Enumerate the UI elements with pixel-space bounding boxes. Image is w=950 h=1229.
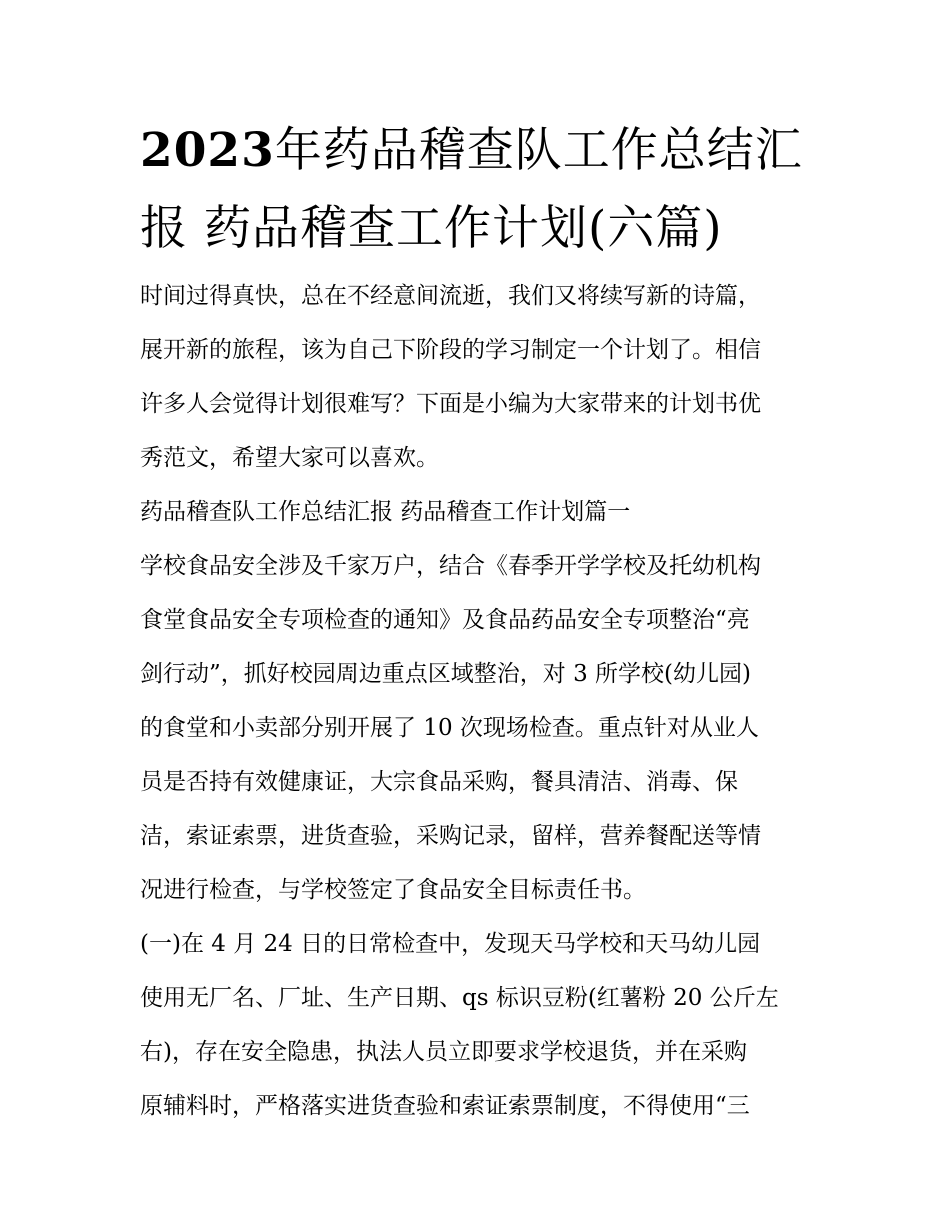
- paragraph-inspection-item-1: [140, 917, 830, 1133]
- text-line: 况进行检查，与学校签定了食品安全目标责任书。: [140, 877, 646, 903]
- document-title: [140, 112, 830, 268]
- paragraph-school-food-safety: [140, 539, 830, 917]
- text-line: 的食堂和小卖部分别开展了 10 次现场检查。重点针对从业人: [140, 715, 759, 741]
- document-body: [140, 269, 830, 1133]
- text-line: 展开新的旅程，该为自己下阶段的学习制定一个计划了。相信: [140, 337, 761, 363]
- title-line2: 报 药品稽查工作计划(六篇): [140, 201, 723, 256]
- text-line: 许多人会觉得计划很难写？下面是小编为大家带来的计划书优: [140, 391, 761, 417]
- text-line: 员是否持有效健康证，大宗食品采购，餐具清洁、消毒、保: [140, 769, 738, 795]
- section-heading: [140, 485, 830, 539]
- text-line: 使用无厂名、厂址、生产日期、qs 标识豆粉(红薯粉 20 公斤左: [140, 985, 779, 1011]
- paragraph-intro: [140, 269, 830, 485]
- text-line: 时间过得真快，总在不经意间流逝，我们又将续写新的诗篇，: [140, 283, 761, 309]
- title-line1-rest: 年药品稽查队工作总结汇: [274, 123, 803, 178]
- text-line: 洁，索证索票，进货查验，采购记录，留样，营养餐配送等情: [140, 823, 761, 849]
- text-line: (一)在 4 月 24 日的日常检查中，发现天马学校和天马幼儿园: [140, 931, 761, 957]
- title-year: 2023: [140, 123, 275, 178]
- section-heading-text: 药品稽查队工作总结汇报 药品稽查工作计划篇一: [140, 499, 631, 525]
- text-line: 秀范文，希望大家可以喜欢。: [140, 445, 439, 471]
- text-line: 食堂食品安全专项检查的通知》及食品药品安全专项整治“亮: [140, 607, 750, 633]
- text-line: 右)，存在安全隐患，执法人员立即要求学校退货，并在采购: [140, 1039, 747, 1065]
- text-line: 剑行动”，抓好校园周边重点区域整治，对 3 所学校(幼儿园): [140, 661, 751, 687]
- text-line: 学校食品安全涉及千家万户，结合《春季开学学校及托幼机构: [140, 553, 761, 579]
- text-line: 原辅料时，严格落实进货查验和索证索票制度，不得使用“三: [140, 1093, 750, 1119]
